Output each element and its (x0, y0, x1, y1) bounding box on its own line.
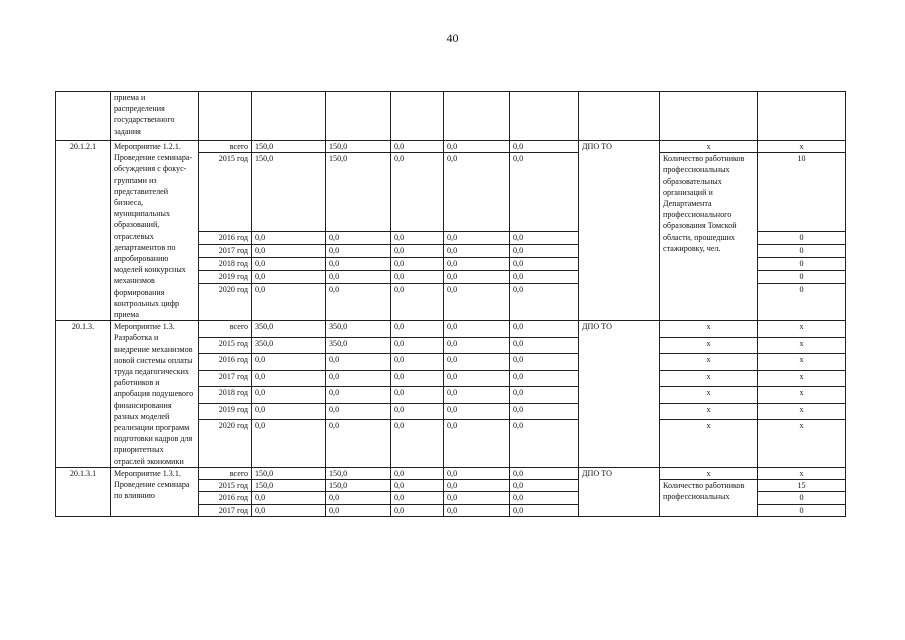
cell-other: 0,0 (510, 492, 579, 504)
cell-period: 2019 год (199, 403, 252, 420)
cell-period: 2015 год (199, 480, 252, 492)
cell-mun: 0,0 (444, 387, 510, 404)
empty-cell (579, 92, 660, 141)
cell-other: 0,0 (510, 387, 579, 404)
cell-reg: 0,0 (391, 370, 444, 387)
cell-period: 2018 год (199, 258, 252, 271)
cell-reg: 0,0 (391, 387, 444, 404)
cell-indicator-value: x (758, 467, 846, 479)
table-row (56, 141, 846, 153)
cell-indicator-value: 0 (758, 492, 846, 504)
cell-fed: 0,0 (326, 387, 391, 404)
cell-reg: 0,0 (391, 245, 444, 258)
cell-reg: 0,0 (391, 354, 444, 371)
cell-fed: 350,0 (326, 321, 391, 338)
cell-event-name: Мероприятие 1.3. Разработка и внедрение механизмов новой системы оплаты труда педагогических работников и апробация подушевого финансирования разных моделей реализации программ подготовки кадров для приоритетных отраслей экономики (111, 321, 199, 468)
cell-total: 0,0 (252, 492, 326, 504)
cell-mun: 0,0 (444, 258, 510, 271)
empty-cell (444, 92, 510, 141)
cell-total: 0,0 (252, 403, 326, 420)
cell-indicator: x (660, 141, 758, 153)
cell-total: 0,0 (252, 420, 326, 467)
cell-period: 2015 год (199, 153, 252, 232)
cell-fed: 0,0 (326, 492, 391, 504)
page-number: 40 (446, 31, 459, 45)
cell-reg: 0,0 (391, 337, 444, 354)
cell-other: 0,0 (510, 284, 579, 321)
table-body (56, 92, 846, 517)
cell-other: 0,0 (510, 321, 579, 338)
cell-period: 2017 год (199, 245, 252, 258)
cell-fed: 150,0 (326, 467, 391, 479)
cell-total: 150,0 (252, 153, 326, 232)
table-row (56, 467, 846, 479)
cell-indicator-name: Количество работников профессиональных (660, 480, 758, 517)
cell-name-fragment: приема и распределения государственного задания (111, 92, 199, 141)
cell-indicator-value: 10 (758, 153, 846, 232)
empty-cell (660, 92, 758, 141)
cell-indicator-value: 0 (758, 271, 846, 284)
cell-indicator-value: x (758, 403, 846, 420)
cell-indicator: x (660, 321, 758, 338)
cell-other: 0,0 (510, 153, 579, 232)
cell-fed: 0,0 (326, 258, 391, 271)
cell-period: 2015 год (199, 337, 252, 354)
cell-total: 0,0 (252, 245, 326, 258)
cell-indicator: x (660, 387, 758, 404)
cell-reg: 0,0 (391, 258, 444, 271)
cell-mun: 0,0 (444, 504, 510, 516)
cell-other: 0,0 (510, 271, 579, 284)
cell-mun: 0,0 (444, 245, 510, 258)
cell-reg: 0,0 (391, 492, 444, 504)
cell-indicator-value: x (758, 387, 846, 404)
cell-reg: 0,0 (391, 403, 444, 420)
empty-cell (252, 92, 326, 141)
cell-mun: 0,0 (444, 480, 510, 492)
cell-indicator-value: 0 (758, 504, 846, 516)
cell-indicator-value: 0 (758, 258, 846, 271)
cell-reg: 0,0 (391, 480, 444, 492)
cell-other: 0,0 (510, 480, 579, 492)
cell-indicator-value: x (758, 141, 846, 153)
budget-table (55, 91, 846, 517)
cell-fed: 0,0 (326, 245, 391, 258)
empty-cell (391, 92, 444, 141)
cell-period: 2016 год (199, 492, 252, 504)
cell-indicator-value: x (758, 321, 846, 338)
cell-executor: ДПО ТО (579, 467, 660, 516)
cell-mun: 0,0 (444, 271, 510, 284)
cell-indicator: x (660, 403, 758, 420)
cell-total: 0,0 (252, 354, 326, 371)
cell-mun: 0,0 (444, 321, 510, 338)
cell-period: 2019 год (199, 271, 252, 284)
cell-executor: ДПО ТО (579, 141, 660, 321)
cell-fed: 0,0 (326, 504, 391, 516)
table-row (56, 92, 846, 141)
cell-reg: 0,0 (391, 153, 444, 232)
cell-mun: 0,0 (444, 403, 510, 420)
cell-period: всего (199, 321, 252, 338)
cell-other: 0,0 (510, 141, 579, 153)
cell-reg: 0,0 (391, 141, 444, 153)
cell-mun: 0,0 (444, 354, 510, 371)
cell-total: 150,0 (252, 480, 326, 492)
cell-total: 0,0 (252, 284, 326, 321)
cell-code: 20.1.3. (56, 321, 111, 468)
cell-indicator-value: x (758, 420, 846, 467)
cell-other: 0,0 (510, 245, 579, 258)
cell-reg: 0,0 (391, 321, 444, 338)
cell-period: 2018 год (199, 387, 252, 404)
cell-indicator-value: 0 (758, 245, 846, 258)
empty-cell (56, 92, 111, 141)
cell-indicator-value: 0 (758, 284, 846, 321)
cell-total: 0,0 (252, 504, 326, 516)
cell-executor: ДПО ТО (579, 321, 660, 468)
cell-total: 350,0 (252, 337, 326, 354)
cell-indicator-name: Количество работников профессиональных образовательных организаций и Департамента профессионального образования Томской области, прошедших стажировку, чел. (660, 153, 758, 321)
cell-reg: 0,0 (391, 271, 444, 284)
table-row (56, 321, 846, 338)
cell-period: всего (199, 467, 252, 479)
cell-fed: 150,0 (326, 480, 391, 492)
cell-fed: 0,0 (326, 284, 391, 321)
cell-indicator-value: 15 (758, 480, 846, 492)
cell-mun: 0,0 (444, 232, 510, 245)
cell-other: 0,0 (510, 420, 579, 467)
cell-indicator: x (660, 370, 758, 387)
cell-total: 150,0 (252, 141, 326, 153)
cell-event-name: Мероприятие 1.2.1. Проведение семинара-обсуждения с фокус-группами из представителей бизнеса, муниципальных образований, отраслевых департаментов по апробированию моделей конкурсных механизмов формирования контрольных цифр приема (111, 141, 199, 321)
cell-indicator-value: x (758, 354, 846, 371)
cell-period: 2017 год (199, 504, 252, 516)
cell-fed: 0,0 (326, 420, 391, 467)
cell-period: всего (199, 141, 252, 153)
cell-indicator: x (660, 337, 758, 354)
cell-mun: 0,0 (444, 284, 510, 321)
cell-period: 2020 год (199, 284, 252, 321)
empty-cell (510, 92, 579, 141)
empty-cell (199, 92, 252, 141)
cell-reg: 0,0 (391, 420, 444, 467)
cell-fed: 0,0 (326, 271, 391, 284)
cell-reg: 0,0 (391, 467, 444, 479)
cell-indicator: x (660, 420, 758, 467)
cell-code: 20.1.2.1 (56, 141, 111, 321)
cell-mun: 0,0 (444, 467, 510, 479)
cell-total: 0,0 (252, 387, 326, 404)
cell-other: 0,0 (510, 370, 579, 387)
cell-other: 0,0 (510, 337, 579, 354)
cell-total: 0,0 (252, 271, 326, 284)
cell-period: 2016 год (199, 354, 252, 371)
cell-total: 350,0 (252, 321, 326, 338)
cell-indicator-value: x (758, 370, 846, 387)
cell-indicator: x (660, 467, 758, 479)
cell-mun: 0,0 (444, 337, 510, 354)
cell-other: 0,0 (510, 467, 579, 479)
empty-cell (326, 92, 391, 141)
cell-total: 0,0 (252, 258, 326, 271)
cell-fed: 0,0 (326, 403, 391, 420)
cell-other: 0,0 (510, 258, 579, 271)
cell-period: 2016 год (199, 232, 252, 245)
cell-reg: 0,0 (391, 232, 444, 245)
cell-fed: 0,0 (326, 232, 391, 245)
cell-period: 2017 год (199, 370, 252, 387)
cell-reg: 0,0 (391, 504, 444, 516)
cell-indicator: x (660, 354, 758, 371)
cell-other: 0,0 (510, 403, 579, 420)
cell-code: 20.1.3.1 (56, 467, 111, 516)
cell-mun: 0,0 (444, 141, 510, 153)
cell-other: 0,0 (510, 504, 579, 516)
cell-fed: 0,0 (326, 354, 391, 371)
cell-indicator-value: 0 (758, 232, 846, 245)
cell-reg: 0,0 (391, 284, 444, 321)
cell-mun: 0,0 (444, 370, 510, 387)
cell-fed: 350,0 (326, 337, 391, 354)
cell-other: 0,0 (510, 354, 579, 371)
cell-mun: 0,0 (444, 420, 510, 467)
cell-fed: 0,0 (326, 370, 391, 387)
cell-indicator-value: x (758, 337, 846, 354)
empty-cell (758, 92, 846, 141)
cell-period: 2020 год (199, 420, 252, 467)
cell-mun: 0,0 (444, 153, 510, 232)
cell-mun: 0,0 (444, 492, 510, 504)
cell-fed: 150,0 (326, 153, 391, 232)
cell-total: 0,0 (252, 370, 326, 387)
cell-total: 0,0 (252, 232, 326, 245)
cell-event-name: Мероприятие 1.3.1. Проведение семинара по влиянию (111, 467, 199, 516)
cell-other: 0,0 (510, 232, 579, 245)
cell-total: 150,0 (252, 467, 326, 479)
cell-fed: 150,0 (326, 141, 391, 153)
